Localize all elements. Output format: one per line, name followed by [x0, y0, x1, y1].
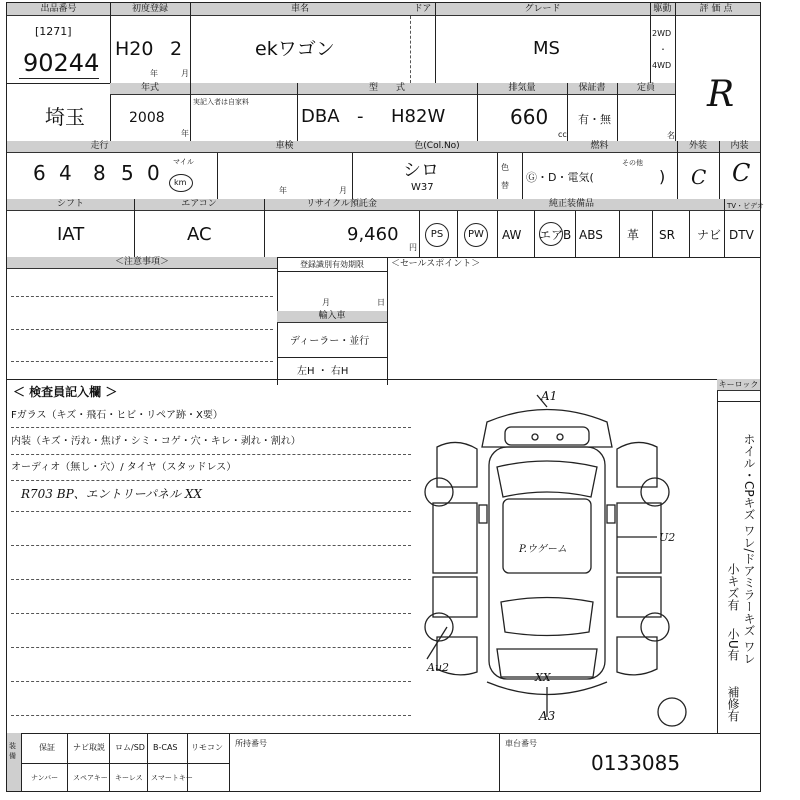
region-value: 埼玉 [45, 105, 85, 129]
side-note-scratch: 小キズ有 [726, 563, 740, 611]
diagram-mark-au2: Au2 [427, 661, 450, 674]
footer-item: スペアキー [73, 774, 108, 782]
equipment-navi: ナビ [697, 228, 722, 242]
interior-header: 内装 [730, 141, 749, 151]
mileage-digit: 8 [93, 161, 106, 185]
mileage-digit: 4 [59, 161, 72, 185]
chassis-number: 0133085 [591, 751, 681, 775]
inspector-line1: Fガラス（キズ・飛石・ヒビ・リペア跡・X要） [11, 410, 223, 421]
diagram-mark-xx: XX [535, 671, 551, 684]
score-header: 評価点 [699, 4, 736, 14]
lot-no-header: 出品番号 [40, 4, 77, 14]
model-year-value: 2008 [129, 110, 165, 126]
recycle-header: リサイクル預託金 [306, 199, 377, 209]
import-origin: ディーラー・並行 [290, 336, 370, 347]
equipment-abs: ABS [579, 228, 603, 242]
diagram-mark-a3: A3 [539, 709, 556, 723]
type-prefix: DBA [301, 106, 340, 127]
exterior-grade: C [691, 165, 707, 189]
fuel-other: その他 [622, 159, 643, 167]
displacement-value: 660 [510, 105, 549, 129]
displacement-header: 排気量 [508, 83, 536, 93]
airbag-circle [539, 222, 563, 246]
recycle-amount: 9,460 [347, 224, 399, 245]
capacity-header: 定員 [636, 83, 655, 93]
displacement-unit: cc [558, 130, 567, 139]
chassis-header: 車台番号 [505, 739, 537, 748]
interior-grade: C [732, 159, 751, 187]
score-value: R [707, 74, 735, 115]
diagram-mark-u2: U2 [659, 531, 676, 544]
shift-value: IAT [57, 224, 85, 245]
door-header: ドア [413, 4, 432, 14]
car-damage-diagram [417, 387, 717, 732]
first-reg-month: 2 [170, 38, 183, 60]
first-reg-header: 初度登録 [131, 4, 168, 14]
fuel-options: Ⓖ・D・電気( [526, 171, 594, 184]
notes-header: ＜注意事項＞ [114, 257, 169, 267]
key-lock-header: キーロック [718, 380, 759, 389]
color-change: 替 [501, 181, 509, 190]
exterior-header: 外装 [688, 141, 707, 151]
first-reg-year-unit: 年 [150, 69, 158, 78]
color-header: 色(Col.No) [414, 141, 460, 151]
side-note-main: ホイル・CPキズ ワレ/ドアミラーキズ ワレ [742, 433, 756, 665]
drive-header: 駆動 [653, 4, 672, 14]
drive-2wd: 2WD [652, 29, 672, 38]
side-note-repair: 補修有 [726, 686, 740, 722]
model-year-header: 年式 [140, 83, 159, 93]
fuel-close: ) [659, 167, 666, 186]
equipment-pw: PW [464, 223, 488, 247]
inspector-line2: 内装（キズ・汚れ・焦げ・シミ・コゲ・穴・キレ・剥れ・割れ） [11, 436, 301, 447]
footer-item: ナビ取説 [73, 743, 105, 752]
handle-side: 左H ・ 右H [297, 366, 349, 377]
recycle-unit: 円 [409, 243, 417, 252]
warranty-header: 保証書 [578, 83, 606, 93]
inspection-month: 月 [339, 186, 347, 195]
grade-value: MS [533, 38, 560, 59]
footer-item: キーレス [115, 774, 143, 782]
car-name-value: ekワゴン [255, 38, 335, 60]
color-name: シロ [403, 160, 439, 181]
mileage-mile-label: マイル [173, 158, 194, 166]
car-name-header: 車名 [290, 4, 309, 14]
capacity-unit: 名 [667, 131, 675, 140]
color-code: W37 [411, 182, 434, 193]
warranty-value: 有・無 [578, 113, 611, 126]
equipment-sr: SR [659, 228, 675, 242]
inspection-header: 車検 [275, 141, 294, 151]
aircon-value: AC [187, 224, 212, 245]
diagram-mark-a1: A1 [541, 389, 558, 403]
equipment-airbag: エアB [539, 228, 572, 242]
equipment-dtv: DTV [729, 228, 754, 242]
mileage-digit: 0 [147, 161, 160, 185]
lot-code: [1271] [35, 25, 72, 38]
import-note: 実記入者は自家料 [193, 98, 249, 106]
diagram-mark-center: P.ウゲーム [519, 544, 567, 555]
color-prefix: 色 [501, 163, 509, 172]
footer-item: 保証 [39, 743, 55, 752]
grade-header: グレード [524, 4, 561, 14]
drive-4wd: 4WD [652, 61, 672, 70]
footer-item: スマートキー [151, 774, 193, 782]
type-dash: - [357, 106, 364, 127]
mileage-digit: 6 [33, 161, 46, 185]
drive-dot: ・ [659, 45, 667, 54]
mileage-digit: 5 [121, 161, 134, 185]
side-note-dent: 小U有 [726, 628, 740, 661]
equip-label: 装備 [9, 742, 16, 760]
footer-item: ナンバー [31, 774, 59, 782]
inspector-line3: オーディオ（無し・穴）/ タイヤ（スタッドレス） [11, 462, 237, 473]
lot-underline [19, 78, 99, 79]
auction-sheet [6, 2, 764, 792]
type-model: H82W [391, 106, 446, 127]
first-reg-month-unit: 月 [181, 69, 189, 78]
model-year-unit: 年 [181, 129, 189, 138]
first-reg-era: H20 [115, 38, 154, 60]
footer-item: B-CAS [153, 743, 178, 752]
reg-expiry-month: 月 [322, 298, 330, 307]
lot-number: 90244 [23, 49, 100, 77]
footer-item: リモコン [191, 743, 223, 752]
sales-point-header: ＜セールスポイント＞ [391, 259, 481, 269]
tv-label: TV・ビデオ [727, 202, 764, 210]
fuel-header: 燃料 [590, 141, 609, 151]
reg-expiry-header: 登録識別有効期限 [300, 260, 364, 269]
equipment-leather: 革 [627, 228, 640, 242]
mileage-header: 走行 [90, 141, 109, 151]
mileage-km-label: km [174, 178, 187, 187]
equipment-aw: AW [502, 228, 522, 242]
inspector-header: ＜ 検査員記入欄 ＞ [13, 385, 118, 399]
shift-header: シフト [56, 199, 84, 209]
inspector-handwritten: R703 BP、エントリーパネル XX [21, 487, 202, 501]
owner-label: 所持番号 [235, 739, 267, 748]
import-header: 輸入車 [318, 311, 346, 321]
footer-item: ロム/SD [115, 743, 145, 752]
reg-expiry-day: 日 [377, 298, 385, 307]
equipment-header: 純正装備品 [548, 199, 594, 209]
aircon-header: エアコン [181, 199, 217, 209]
equipment-ps: PS [425, 223, 449, 247]
type-header: 型 式 [368, 83, 405, 93]
inspection-year: 年 [279, 186, 287, 195]
